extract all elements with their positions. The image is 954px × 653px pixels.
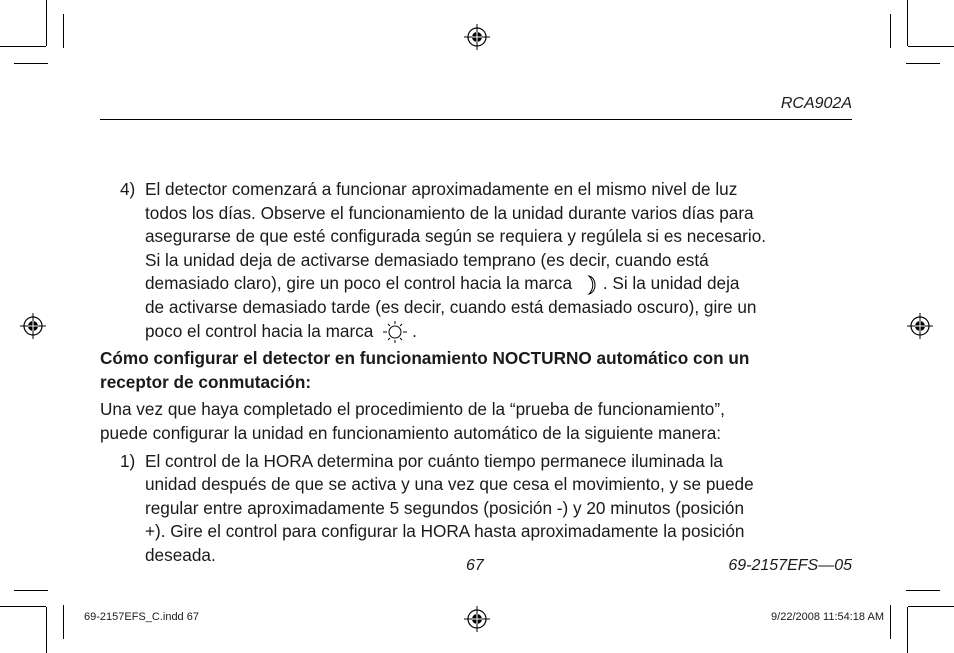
document-code: 69-2157EFS—05: [728, 557, 852, 574]
text-fragment: .: [412, 320, 417, 341]
crop-mark: [0, 606, 46, 607]
text-line: Una vez que haya completado el procedimiento de la “prueba de funcionamiento”,: [100, 399, 725, 420]
crop-mark: [46, 607, 47, 653]
text-line: [145, 320, 860, 344]
crop-mark: [63, 14, 64, 48]
registration-mark-icon: [464, 606, 490, 632]
crop-mark: [906, 590, 940, 591]
text-fragment: . Si la unidad deja: [602, 273, 740, 294]
text-line: +). Gire el control para configurar la HORA hasta aproximadamente la posición: [145, 521, 745, 542]
text-line: Si la unidad deja de activarse demasiado temprano (es decir, cuando está: [145, 249, 709, 270]
registration-mark-icon: [907, 313, 933, 339]
step-number: 1): [120, 450, 136, 471]
registration-mark-icon: [464, 24, 490, 50]
text-line: de activarse demasiado tarde (es decir, cuando está demasiado oscuro), gire un: [145, 296, 757, 317]
text-line: puede configurar la unidad en funcionamiento automático de la siguiente manera:: [100, 422, 722, 443]
registration-mark-icon: [20, 313, 46, 339]
text-fragment: demasiado claro), gire un poco el control hacia la marca: [145, 273, 573, 294]
crop-mark: [63, 605, 64, 639]
step-4: [100, 178, 860, 343]
text-line: deseada.: [145, 544, 216, 565]
crop-mark: [907, 607, 908, 653]
text-fragment: poco el control hacia la marca: [145, 320, 374, 341]
heading-line: Cómo configurar el detector en funcionamiento NOCTURNO automático con un: [100, 348, 750, 369]
step-1: [100, 450, 860, 568]
page-content: [100, 178, 860, 568]
intro-paragraph: [100, 398, 860, 445]
slug-timestamp: 9/22/2008 11:54:18 AM: [771, 611, 884, 623]
crop-mark: [908, 606, 954, 607]
crop-mark: [0, 46, 46, 47]
text-line: El detector comenzará a funcionar aproximadamente en el mismo nivel de luz: [145, 179, 738, 199]
crop-mark: [14, 63, 48, 64]
model-number: RCA902A: [780, 95, 852, 112]
step-number: 4): [120, 179, 136, 199]
section-heading: [100, 347, 860, 394]
page-number: 67: [466, 557, 484, 574]
crop-mark: [907, 0, 908, 46]
crop-mark: [908, 46, 954, 47]
text-line: unidad después de que se activa y una vez que cesa el movimiento, y se puede: [145, 474, 754, 495]
moon-icon: [577, 274, 603, 296]
crop-mark: [14, 590, 48, 591]
slug-filename: 69-2157EFS_C.indd 67: [84, 611, 199, 623]
text-line: asegurarse de que esté configurada según se requiera y regúlela si es necesario.: [145, 226, 767, 247]
crop-mark: [906, 63, 940, 64]
heading-line: receptor de conmutación:: [100, 371, 312, 392]
text-line: regular entre aproximadamente 5 segundos (posición -) y 20 minutos (posición: [145, 497, 745, 518]
text-line: todos los días. Observe el funcionamiento de la unidad durante varios días para: [145, 202, 754, 223]
crop-mark: [46, 0, 47, 46]
sun-icon: [378, 321, 412, 343]
text-line: El control de la HORA determina por cuánto tiempo permanece iluminada la: [145, 450, 723, 471]
header-rule: [100, 119, 852, 120]
text-line: [145, 272, 860, 296]
crop-mark: [890, 14, 891, 48]
crop-mark: [890, 605, 891, 639]
